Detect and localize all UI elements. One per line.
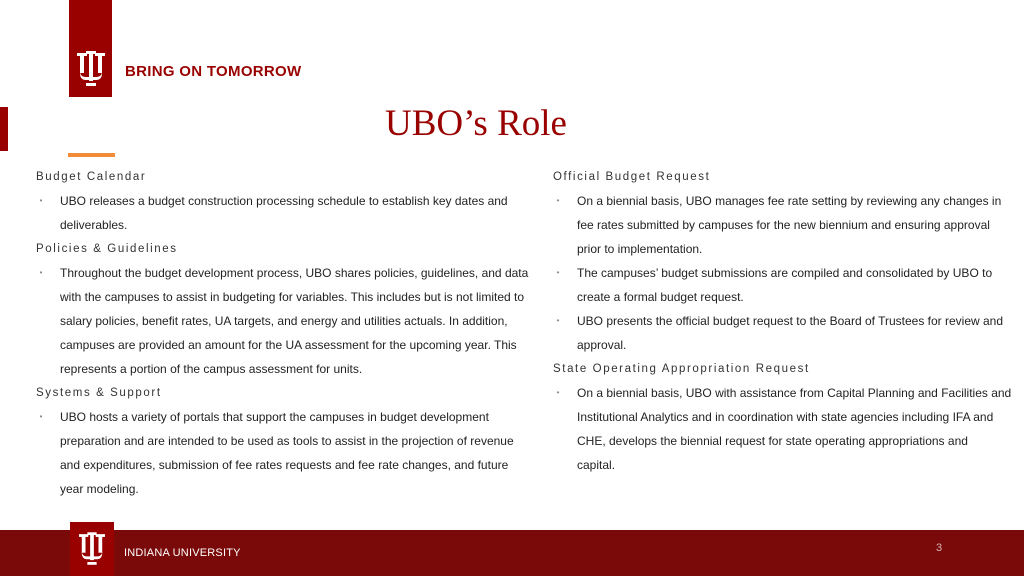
bullet-line: The campuses’ budget submissions are compiled and consolidated by UBO to [577,266,993,280]
bullet-line: approval. [577,338,627,352]
bullet-line: year modeling. [60,482,139,496]
bullet-line: salary policies, benefit rates, UA targets, and energy and utilities actuals. In addition, [60,314,508,328]
section-heading-systems: Systems & Support [36,387,162,399]
orange-accent-rule [68,153,115,157]
bullet-line: create a formal budget request. [577,290,744,304]
iu-trident-icon [79,532,105,566]
page-title: UBO’s Role [385,103,567,144]
left-accent-bar [0,107,8,151]
bullet-icon: • [39,412,43,421]
bullet-line: Institutional Analytics and in coordination with state agencies including IFA and [577,410,994,424]
bullet-item [553,309,1019,357]
bullet-line: On a biennial basis, UBO with assistance from Capital Planning and Facilities and [577,386,1012,400]
bullet-item [553,189,1019,261]
iu-logo [69,0,112,97]
section-heading-policies: Policies & Guidelines [36,243,178,255]
bullet-item [553,261,1019,309]
bullet-line: UBO presents the official budget request to the Board of Trustees for review and [577,314,1004,328]
bullet-icon: • [556,268,560,277]
page-number: 3 [936,542,943,554]
section-heading-budget-calendar: Budget Calendar [36,171,147,183]
footer-iu-logo [70,522,114,576]
iu-trident-icon [77,51,105,87]
footer-org-name: INDIANA UNIVERSITY [124,547,241,559]
bullet-item [36,261,542,381]
section-heading-official-budget-request: Official Budget Request [553,171,711,183]
bullet-line: CHE, develops the biennial request for state operating appropriations and [577,434,968,448]
bullet-line: preparation and are intended to be used as tools to assist in the projection of revenue [60,434,514,448]
bullet-line: with the campuses to assist in budgeting for variables. This includes but is not limited to [60,290,525,304]
bullet-line: UBO releases a budget construction processing schedule to establish key dates and [60,194,508,208]
left-column [36,165,542,501]
right-column [553,165,1019,477]
bullet-line: campuses are provided an amount for the UA assessment for the upcoming year. This [60,338,517,352]
bullet-icon: • [556,316,560,325]
bullet-line: prior to implementation. [577,242,703,256]
bullet-line: fee rates submitted by campuses for the new biennium and ensuring approval [577,218,990,232]
bullet-line: deliverables. [60,218,128,232]
bullet-line: represents a portion of the campus assessment for units. [60,362,363,376]
tagline: BRING ON TOMORROW [125,63,302,80]
bullet-icon: • [39,268,43,277]
bullet-item [36,189,542,237]
bullet-line: Throughout the budget development process, UBO shares policies, guidelines, and data [60,266,529,280]
bullet-icon: • [39,196,43,205]
bullet-line: On a biennial basis, UBO manages fee rate setting by reviewing any changes in [577,194,1002,208]
bullet-icon: • [556,196,560,205]
bullet-icon: • [556,388,560,397]
bullet-line: and expenditures, submission of fee rates requests and fee rate changes, and future [60,458,509,472]
bullet-item [36,405,542,501]
bullet-item [553,381,1019,477]
bullet-line: capital. [577,458,616,472]
section-heading-state-appropriation: State Operating Appropriation Request [553,363,810,375]
bullet-line: UBO hosts a variety of portals that support the campuses in budget development [60,410,489,424]
